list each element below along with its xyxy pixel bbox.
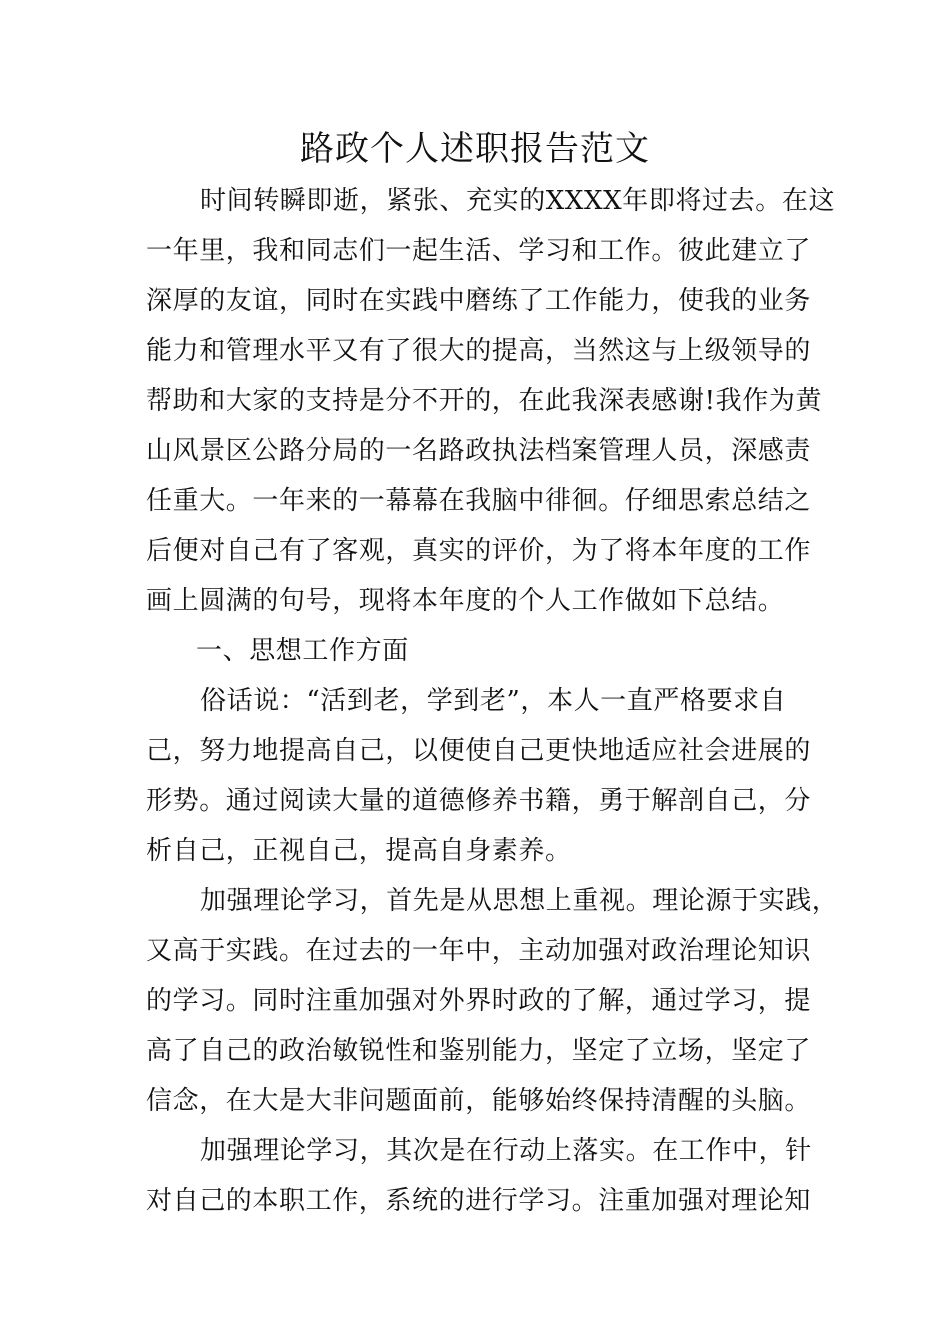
paragraph-line: 析自己，正视自己，提高自身素养。 xyxy=(146,836,572,866)
paragraph-line: 能力和管理水平又有了很大的提高，当然这与上级领导的 xyxy=(146,336,812,366)
paragraph-line: 一年里，我和同志们一起生活、学习和工作。彼此建立了 xyxy=(146,236,812,266)
paragraph-line: 深厚的友谊，同时在实践中磨练了工作能力，使我的业务 xyxy=(146,286,812,316)
paragraph-line: 加强理论学习，其次是在行动上落实。在工作中，针 xyxy=(200,1136,812,1166)
document-title: 路政个人述职报告范文 xyxy=(300,129,650,169)
document-body xyxy=(146,176,839,1226)
paragraph-line: 加强理论学习，首先是从思想上重视。理论源于实践， xyxy=(200,886,839,916)
paragraph-line: 形势。通过阅读大量的道德修养书籍，勇于解剖自己，分 xyxy=(146,786,812,816)
paragraph-line: 的学习。同时注重加强对外界时政的了解，通过学习，提 xyxy=(146,986,812,1016)
paragraph-line: 又高于实践。在过去的一年中，主动加强对政治理论知识 xyxy=(146,936,812,966)
paragraph-line: 任重大。一年来的一幕幕在我脑中徘徊。仔细思索总结之 xyxy=(146,486,812,516)
paragraph-line: 山风景区公路分局的一名路政执法档案管理人员，深感责 xyxy=(146,436,812,466)
paragraph-line: 俗话说：“活到老，学到老”，本人一直严格要求自 xyxy=(200,686,787,716)
paragraph-line: 对自己的本职工作，系统的进行学习。注重加强对理论知 xyxy=(146,1186,812,1216)
paragraph-line: 画上圆满的句号，现将本年度的个人工作做如下总结。 xyxy=(146,586,785,616)
paragraph-line: 后便对自己有了客观，真实的评价，为了将本年度的工作 xyxy=(146,536,812,566)
paragraph-line: 时间转瞬即逝，紧张、充实的XXXX年即将过去。在这 xyxy=(200,186,836,216)
paragraph-line: 帮助和大家的支持是分不开的，在此我深表感谢!我作为黄 xyxy=(146,386,823,416)
paragraph-line: 信念，在大是大非问题面前，能够始终保持清醒的头脑。 xyxy=(146,1086,812,1116)
paragraph-line: 己，努力地提高自己，以便使自己更快地适应社会进展的 xyxy=(146,736,812,766)
section-heading: 一、思想工作方面 xyxy=(196,636,409,666)
paragraph-line: 高了自己的政治敏锐性和鉴别能力，坚定了立场，坚定了 xyxy=(146,1036,812,1066)
